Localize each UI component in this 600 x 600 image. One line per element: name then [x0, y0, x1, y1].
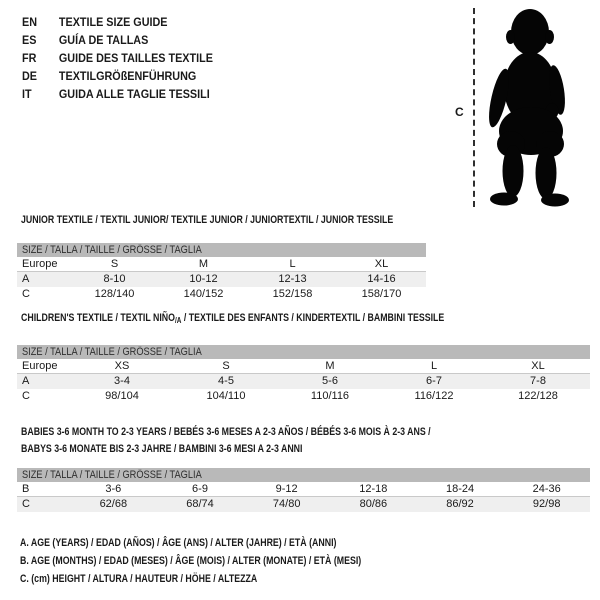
language-list: [22, 13, 234, 103]
title-text: CHILDREN'S TEXTILE / TEXTIL NIÑO: [21, 312, 175, 324]
row-label-cell: B: [22, 483, 30, 495]
value-cell: 6-7: [426, 375, 442, 387]
size-header-bar: [17, 345, 590, 359]
value-cell: XS: [114, 360, 130, 372]
babies-size-table: [17, 468, 590, 512]
title-text-line2: BABYS 3-6 MONATE BIS 2-3 JAHRE / BAMBINI 3-6 MESI A 2-3 ANNI: [21, 443, 303, 455]
value-cell: 12-13: [278, 273, 307, 285]
legend-line-c: C. (cm) HEIGHT / ALTURA / HAUTEUR / HÖHE / ALTEZZA: [20, 573, 258, 585]
size-header-bar: [17, 243, 426, 257]
row-label-cell: C: [22, 288, 30, 300]
value-cell: 6-9: [192, 483, 208, 495]
table-row: [17, 272, 426, 287]
height-marker-label: C: [455, 105, 464, 119]
babies-table-title: [21, 424, 533, 458]
value-cell: 14-16: [367, 273, 396, 285]
children-size-table: [17, 345, 590, 404]
value-cell: 116/122: [414, 390, 454, 402]
size-header-label: SIZE / TALLA / TAILLE / GRÖSSE / TAGLIA: [22, 469, 202, 481]
value-cell: 3-6: [105, 483, 122, 495]
value-cell: 24-36: [532, 483, 561, 495]
value-cell: L: [430, 360, 438, 372]
value-cell: 128/140: [94, 288, 135, 300]
value-cell: 9-12: [275, 483, 298, 495]
title-text-line1: BABIES 3-6 MONTH TO 2-3 YEARS / BEBÉS 3-6 MESES A 2-3 AÑOS / BÉBÉS 3-6 MOIS À 2-3 ANS /: [21, 426, 431, 438]
table-row: [17, 374, 590, 389]
value-cell: 92/98: [532, 498, 561, 510]
value-cell: 98/104: [105, 390, 139, 402]
table-row: [17, 257, 426, 272]
table-row: [17, 359, 590, 374]
value-cell: 12-18: [359, 483, 388, 495]
value-cell: M: [325, 360, 335, 372]
junior-size-table: [17, 243, 426, 302]
value-cell: 7-8: [530, 375, 546, 387]
guide-title: TEXTILGRÖßENFÜHRUNG: [58, 69, 197, 83]
value-cell: 74/80: [272, 498, 301, 510]
table-body: [17, 359, 590, 404]
size-header-label: SIZE / TALLA / TAILLE / GRÖSSE / TAGLIA: [22, 244, 202, 256]
height-measure-dashed-line: [473, 8, 475, 207]
language-code: DE: [22, 69, 38, 83]
value-cell: 8-10: [103, 273, 126, 285]
language-code: FR: [22, 51, 37, 65]
table-body: [17, 257, 426, 302]
value-cell: 5-6: [322, 375, 338, 387]
guide-title: GUÍA DE TALLAS: [58, 33, 149, 47]
language-code: IT: [22, 87, 32, 101]
legend-line-b: B. AGE (MONTHS) / EDAD (MESES) / ÂGE (MOIS) / ALTER (MONATE) / ETÀ (MESI): [20, 555, 362, 567]
row-label-cell: Europe: [22, 258, 58, 270]
children-table-title: [21, 312, 550, 327]
language-code: ES: [22, 33, 37, 47]
value-cell: S: [222, 360, 230, 372]
legend: [20, 534, 447, 588]
value-cell: 140/152: [183, 288, 224, 300]
language-row: [22, 31, 213, 49]
value-cell: 62/68: [99, 498, 128, 510]
value-cell: 4-5: [218, 375, 234, 387]
value-cell: 80/86: [359, 498, 388, 510]
table-row: [17, 287, 426, 302]
value-cell: 158/170: [361, 288, 402, 300]
title-text: / TEXTILE DES ENFANTS / KINDERTEXTIL / BAMBINI TESSILE: [181, 312, 445, 324]
guide-title: GUIDA ALLE TAGLIE TESSILI: [58, 87, 210, 101]
table-body: [17, 482, 590, 512]
language-row: [22, 49, 213, 67]
guide-title: TEXTILE SIZE GUIDE: [58, 15, 168, 29]
language-row: [22, 85, 213, 103]
value-cell: M: [198, 258, 209, 270]
table-row: [17, 389, 590, 404]
baby-silhouette-image: [487, 8, 571, 208]
value-cell: 122/128: [518, 390, 558, 402]
value-cell: 18-24: [445, 483, 475, 495]
row-label-cell: A: [22, 273, 30, 285]
value-cell: 10-12: [189, 273, 218, 285]
table-row: [17, 497, 590, 512]
table-row: [17, 482, 590, 497]
language-row: [22, 13, 213, 31]
legend-line-a: A. AGE (YEARS) / EDAD (AÑOS) / ÂGE (ANS) / ALTER (JAHRE) / ETÀ (ANNI): [20, 537, 337, 549]
row-label-cell: Europe: [22, 360, 58, 372]
row-label-cell: C: [22, 390, 30, 402]
junior-table-title: JUNIOR TEXTILE / TEXTIL JUNIOR/ TEXTILE JUNIOR / JUNIORTEXTIL / JUNIOR TESSILE: [21, 214, 394, 226]
value-cell: 104/110: [206, 390, 246, 402]
row-label-cell: A: [22, 375, 30, 387]
guide-title: GUIDE DES TAILLES TEXTILE: [58, 51, 213, 65]
value-cell: 68/74: [186, 498, 214, 510]
value-cell: XL: [374, 258, 389, 270]
value-cell: 110/116: [310, 390, 350, 402]
value-cell: S: [110, 258, 119, 270]
value-cell: XL: [531, 360, 545, 372]
value-cell: L: [289, 258, 296, 270]
language-code: EN: [22, 15, 38, 29]
value-cell: 3-4: [114, 375, 130, 387]
value-cell: 86/92: [446, 498, 474, 510]
title-subscript: /A: [174, 316, 182, 325]
language-row: [22, 67, 213, 85]
size-header-bar: [17, 468, 590, 482]
value-cell: 152/158: [272, 288, 313, 300]
size-header-label: SIZE / TALLA / TAILLE / GRÖSSE / TAGLIA: [22, 346, 202, 358]
row-label-cell: C: [22, 498, 30, 510]
